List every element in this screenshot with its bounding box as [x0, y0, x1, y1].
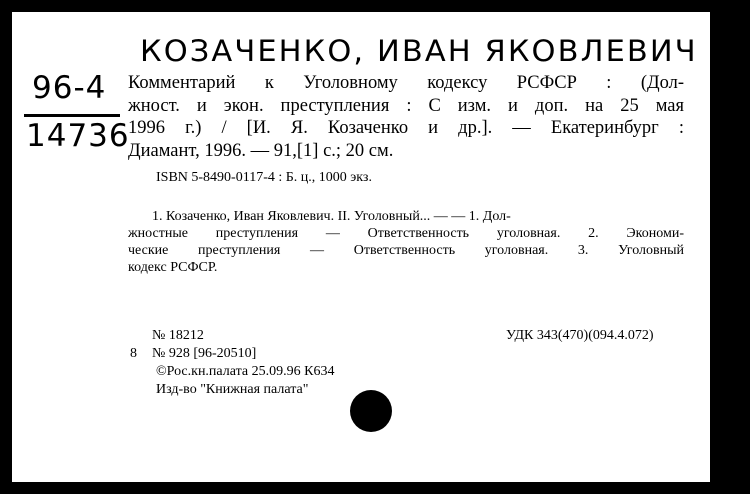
tracing-line: кодекс РСФСР.: [128, 260, 218, 275]
punch-hole: [350, 390, 392, 432]
tracing-line: 1. Козаченко, Иван Яковлевич. II. Уголовный... — — 1. Дол-: [152, 209, 511, 224]
entry-line: 1996 г.) / [И. Я. Козаченко и др.]. — Екатеринбург :: [128, 118, 684, 138]
handwritten-heading: КОЗАЧЕНКО, ИВАН ЯКОВЛЕВИЧ: [140, 34, 698, 68]
shelfmark-divider: [24, 114, 120, 117]
catalog-card: [12, 12, 710, 482]
card-number-1: № 18212: [152, 328, 204, 343]
shelfmark-bottom: 14736: [26, 118, 130, 154]
card-prefix: 8: [130, 346, 137, 361]
entry-line: жност. и экон. преступления : С изм. и доп. на 25 мая: [128, 95, 684, 116]
tracing-line: жностные преступления — Ответственность уголовная. 2. Экономи-: [128, 226, 684, 241]
copyright-line: ©Рос.кн.палата 25.09.96 К634: [156, 364, 335, 379]
shelfmark-top: 96-4: [32, 70, 107, 106]
entry-line: Диамант, 1996. — 91,[1] с.; 20 см.: [128, 140, 394, 161]
publisher-line: Изд-во "Книжная палата": [156, 382, 309, 397]
subject-tracing: [128, 208, 684, 276]
udc-code: УДК 343(470)(094.4.072): [506, 328, 654, 343]
isbn-line: ISBN 5-8490-0117-4 : Б. ц., 1000 экз.: [156, 170, 372, 185]
card-number-2-text: № 928 [96-20510]: [152, 346, 257, 361]
card-number-2: [130, 346, 256, 362]
bibliographic-entry: [128, 72, 684, 162]
tracing-line: ческие преступления — Ответственность уголовная. 3. Уголовный: [128, 243, 684, 258]
entry-line: Комментарий к Уголовному кодексу РСФСР : (Дол-: [128, 73, 684, 93]
